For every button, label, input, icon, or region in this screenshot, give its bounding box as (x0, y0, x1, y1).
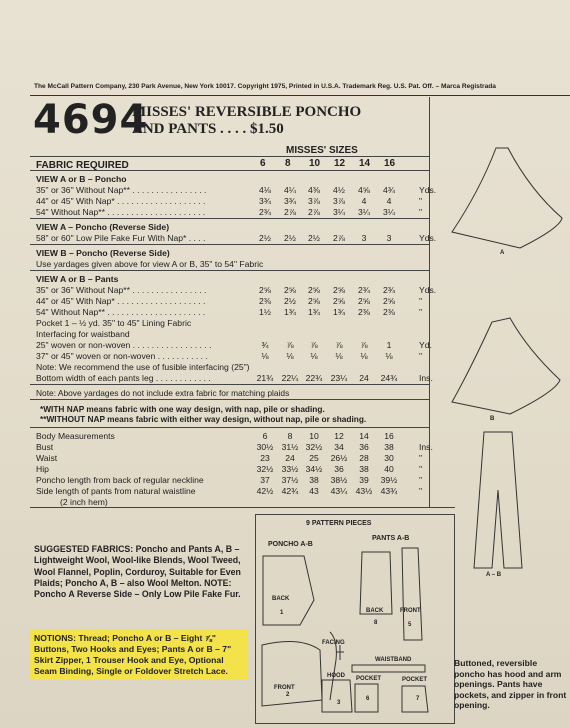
fabric-cell: ⅛ (261, 351, 269, 361)
fabric-cell: ⅛ (310, 351, 318, 361)
piece-number-6: 6 (366, 696, 370, 702)
body-unit: " (419, 464, 423, 474)
fabric-cell: 2⅝ (358, 296, 370, 306)
body-cell: 38½ (330, 475, 348, 485)
body-cell: 38 (309, 475, 319, 485)
body-cell: 34 (334, 442, 344, 452)
size-header-cell: 6 (260, 158, 266, 169)
fabric-unit: " (419, 207, 423, 217)
piece-label-back: BACK (272, 596, 290, 602)
design-description: Buttoned, reversible poncho has hood and arm openings. Pants have pockets, and zipper in front opening. (454, 658, 567, 711)
body-cell: 42½ (256, 486, 274, 496)
body-size-cell: 12 (334, 431, 344, 441)
view-b-poncho-sketch (452, 318, 560, 414)
suggested-fabrics: SUGGESTED FABRICS: Poncho and Pants A, B – Lightweight Wool, Wool-like Blends, Wool Tweed, Wool Flannel, Poplin, Corduroy, Suitable for Even Plaids; Poncho A, B – also Wool Melton. NOTE: Poncho A Reverse Side – Only Low Pile Fake Fur. (34, 544, 241, 600)
body-cell: 25 (309, 453, 319, 463)
sizes-heading: MISSES' SIZES (286, 145, 358, 156)
fabric-cell: ⅛ (360, 351, 368, 361)
body-size-cell: 8 (287, 431, 293, 441)
body-cell: 36 (359, 442, 369, 452)
fabric-cell: 3¾ (284, 196, 296, 206)
fabric-row-label: 44" or 45" With Nap* . . . . . . . . . . . . . . . . . . . (36, 196, 206, 206)
fabric-cell: 4⅛ (259, 185, 271, 195)
fabric-unit: Ins. (419, 373, 433, 383)
fabric-cell: 4⅜ (308, 185, 320, 195)
fabric-row-label: 58" or 60" Low Pile Fake Fur With Nap* . . . . (36, 233, 206, 243)
fabric-cell: 23¼ (330, 373, 348, 383)
fabric-cell: 4⅝ (358, 185, 370, 195)
body-unit: " (419, 486, 423, 496)
fabric-cell: 2⅝ (333, 285, 345, 295)
fabric-cell: 2⅞ (333, 233, 345, 243)
fabric-cell: ⅞ (360, 340, 368, 350)
fabric-row-label: VIEW B – Poncho (Reverse Side) (36, 248, 170, 258)
fabric-cell: 3 (361, 233, 367, 243)
fabric-cell: ⅞ (286, 340, 294, 350)
fabric-cell: ⅞ (335, 340, 343, 350)
fabric-row-label: 54" Without Nap** . . . . . . . . . . . . . . . . . . . . . (36, 207, 206, 217)
body-cell: 23 (260, 453, 270, 463)
size-header-cell: 10 (309, 158, 321, 169)
view-a-poncho-sketch (452, 148, 562, 248)
view-b-label: B (490, 416, 495, 422)
body-row-label: Hip (36, 464, 49, 474)
notions-box: NOTIONS: Thread; Poncho A or B – Eight ⅞" Buttons, Two Hooks and Eyes; Pants A or B – 7" Skirt Zipper, 1 Trouser Hook and Eye, Optional Seam Binding, Single or Foldover Stretch Lace. (30, 630, 248, 680)
fabric-cell: 4¼ (284, 185, 296, 195)
body-row-label: Poncho length from back of regular neckline (36, 475, 204, 485)
fabric-row-label: VIEW A – Poncho (Reverse Side) (36, 222, 170, 232)
body-unit: " (419, 475, 423, 485)
body-cell: 33½ (281, 464, 299, 474)
body-cell: 37 (260, 475, 270, 485)
fabric-cell: 24¾ (380, 373, 398, 383)
fabric-row-label: Use yardages given above for view A or B, 35" to 54" Fabric (36, 259, 264, 269)
fabric-cell: ⅛ (385, 351, 393, 361)
body-cell: 31½ (281, 442, 299, 452)
fabric-cell: 4¾ (383, 185, 395, 195)
fabric-unit: " (419, 351, 423, 361)
body-size-cell: 10 (309, 431, 319, 441)
view-ab-label: A – B (486, 572, 502, 578)
piece-number-8: 8 (374, 620, 378, 626)
fabric-cell: 1¾ (284, 307, 296, 317)
hood-piece (322, 680, 352, 712)
poncho-front-piece (262, 641, 322, 706)
piece-number-7: 7 (416, 696, 420, 702)
body-cell: 38 (384, 442, 394, 452)
fabric-row-label: 44" or 45" With Nap* . . . . . . . . . . . . . . . . . . . (36, 296, 206, 306)
fabric-row-label: Bottom width of each pants leg . . . . . . . . . . . . (36, 373, 211, 383)
body-size-cell: 16 (384, 431, 394, 441)
size-header-cell: 8 (285, 158, 291, 169)
fabric-row-label: Note: We recommend the use of fusible interfacing (25") (36, 362, 250, 372)
poncho-pieces-label: PONCHO A-B (268, 541, 313, 548)
piece-label-waistband: WAISTBAND (375, 657, 412, 663)
body-cell: 42¾ (281, 486, 299, 496)
pants-pieces-label: PANTS A-B (372, 535, 410, 542)
piece-number-3: 3 (337, 700, 341, 706)
fabric-row-label: 35" or 36" Without Nap** . . . . . . . . . . . . . . . . (36, 185, 207, 195)
pattern-pieces-title: 9 PATTERN PIECES (306, 520, 372, 527)
without-nap-note: **WITHOUT NAP means fabric with either way design, without nap, pile or shading. (40, 414, 367, 424)
fabric-cell: 3⅞ (308, 196, 320, 206)
body-row-label: (2 inch hem) (60, 497, 108, 507)
body-cell: 32½ (305, 442, 323, 452)
body-cell: 39½ (380, 475, 398, 485)
fabric-cell: 2⅝ (259, 285, 271, 295)
fabric-row-label: 25" woven or non-woven . . . . . . . . . . . . . . . . . (36, 340, 212, 350)
pocket-piece-b (402, 686, 428, 712)
fabric-unit: Yds. (419, 233, 437, 243)
fabric-cell: 2⅝ (333, 296, 345, 306)
fabric-row-label: Pocket 1 – ½ yd. 35" to 45" Lining Fabric (36, 318, 192, 328)
plaids-note: Note: Above yardages do not include extra fabric for matching plaids (36, 388, 290, 398)
fabric-cell: 2⅜ (383, 307, 395, 317)
piece-number-1: 1 (280, 610, 284, 616)
body-cell: 30 (384, 453, 394, 463)
body-unit: " (419, 453, 423, 463)
fabric-cell: ⅛ (286, 351, 294, 361)
fabric-unit: " (419, 296, 423, 306)
poncho-back-piece (263, 556, 314, 625)
body-cell: 36 (334, 464, 344, 474)
fabric-cell: 2⅝ (308, 296, 320, 306)
fabric-cell: 1¾ (333, 307, 345, 317)
fabric-cell: 1½ (259, 307, 271, 317)
pattern-title-line2: AND PANTS . . . . $1.50 (132, 121, 284, 137)
body-measurements-label: Body Measurements (36, 431, 115, 441)
fabric-cell: 1¾ (308, 307, 320, 317)
fabric-cell: 2¾ (358, 285, 370, 295)
fabric-cell: 4½ (333, 185, 345, 195)
fabric-cell: 3 (386, 233, 392, 243)
fabric-unit: Yds. (419, 185, 437, 195)
fabric-row-label: 35" or 36" Without Nap** . . . . . . . . . . . . . . . . (36, 285, 207, 295)
fabric-unit: " (419, 196, 423, 206)
fabric-cell: 1 (386, 340, 392, 350)
fabric-row-label: VIEW A or B – Pants (36, 274, 119, 284)
body-cell: 43 (309, 486, 319, 496)
body-cell: 43¾ (380, 486, 398, 496)
body-cell: 24 (285, 453, 295, 463)
fabric-cell: 4 (386, 196, 392, 206)
fabric-cell: 2⅝ (284, 285, 296, 295)
fabric-cell: 2½ (308, 233, 320, 243)
fabric-cell: ⅞ (310, 340, 318, 350)
fabric-cell: 2½ (259, 233, 271, 243)
pattern-number: 4694 (33, 97, 149, 143)
fabric-row-label: 54" Without Nap** . . . . . . . . . . . . . . . . . . . . . (36, 307, 206, 317)
fabric-cell: 2⅞ (284, 207, 296, 217)
body-cell: 43¼ (330, 486, 348, 496)
pattern-title-line1: MISSES' REVERSIBLE PONCHO (132, 104, 362, 120)
body-cell: 40 (384, 464, 394, 474)
piece-number-5: 5 (408, 622, 412, 628)
body-cell: 26½ (330, 453, 348, 463)
fabric-cell: ¾ (261, 340, 269, 350)
fabric-cell: 3¾ (259, 196, 271, 206)
fabric-cell: 3¼ (333, 207, 345, 217)
fabric-required-heading: FABRIC REQUIRED (36, 160, 129, 171)
pants-sketch (474, 432, 522, 568)
piece-label-facing: FACING (322, 640, 345, 646)
piece-label-pocket: POCKET (356, 676, 382, 682)
waistband-piece (352, 665, 425, 672)
body-row-label: Side length of pants from natural waistline (36, 486, 196, 496)
body-row-label: Waist (36, 453, 58, 463)
piece-label-hood: HOOD (327, 673, 345, 679)
body-size-cell: 6 (262, 431, 268, 441)
fabric-row-label: 37" or 45" woven or non-woven . . . . . . . . . . . (36, 351, 208, 361)
piece-label-pants-back: BACK (366, 608, 384, 614)
piece-label-front: FRONT (274, 685, 295, 691)
body-cell: 30½ (256, 442, 274, 452)
body-unit: Ins. (419, 442, 433, 452)
fabric-cell: 3¼ (358, 207, 370, 217)
fabric-cell: 2⅜ (358, 307, 370, 317)
fabric-cell: 21¾ (256, 373, 274, 383)
fabric-cell: 2¾ (383, 285, 395, 295)
piece-label-pocket-2: POCKET (402, 677, 428, 683)
fabric-cell: 2¾ (259, 207, 271, 217)
fabric-cell: 2⅜ (259, 296, 271, 306)
fabric-cell: 2½ (284, 296, 296, 306)
fabric-cell: 3¼ (383, 207, 395, 217)
with-nap-note: *WITH NAP means fabric with one way design, with nap, pile or shading. (40, 404, 325, 414)
fabric-unit: " (419, 307, 423, 317)
size-header-cell: 14 (359, 158, 371, 169)
body-cell: 32½ (256, 464, 274, 474)
fabric-cell: 2⅞ (308, 207, 320, 217)
fabric-cell: 2½ (284, 233, 296, 243)
fabric-row-label: Interfacing for waistband (36, 329, 130, 339)
fabric-cell: 22¾ (305, 373, 323, 383)
body-cell: 37½ (281, 475, 299, 485)
fabric-cell: 3⅞ (333, 196, 345, 206)
view-a-label: A (500, 250, 505, 256)
fabric-unit: Yds. (419, 285, 437, 295)
piece-number-2: 2 (286, 692, 290, 698)
body-cell: 28 (359, 453, 369, 463)
size-header-cell: 12 (334, 158, 346, 169)
body-cell: 34½ (305, 464, 323, 474)
body-size-cell: 14 (359, 431, 369, 441)
piece-label-pants-front: FRONT (400, 608, 421, 614)
fabric-cell: 2⅝ (383, 296, 395, 306)
fabric-cell: ⅛ (335, 351, 343, 361)
pants-front-piece (402, 548, 422, 640)
fabric-cell: 24 (359, 373, 369, 383)
body-cell: 39 (359, 475, 369, 485)
copyright-line: The McCall Pattern Company, 230 Park Avenue, New York 10017. Copyright 1975, Printed in U.S.A. Trademark Reg. U.S. Pat. Off. – Marca Registrada (34, 83, 496, 90)
body-cell: 38 (359, 464, 369, 474)
fabric-row-label: VIEW A or B – Poncho (36, 174, 127, 184)
body-row-label: Bust (36, 442, 54, 452)
size-header-cell: 16 (384, 158, 396, 169)
body-cell: 43½ (355, 486, 373, 496)
fabric-cell: 22¼ (281, 373, 299, 383)
fabric-cell: 4 (361, 196, 367, 206)
fabric-unit: Yd. (419, 340, 432, 350)
pants-back-piece (360, 552, 392, 614)
fabric-cell: 2⅝ (308, 285, 320, 295)
